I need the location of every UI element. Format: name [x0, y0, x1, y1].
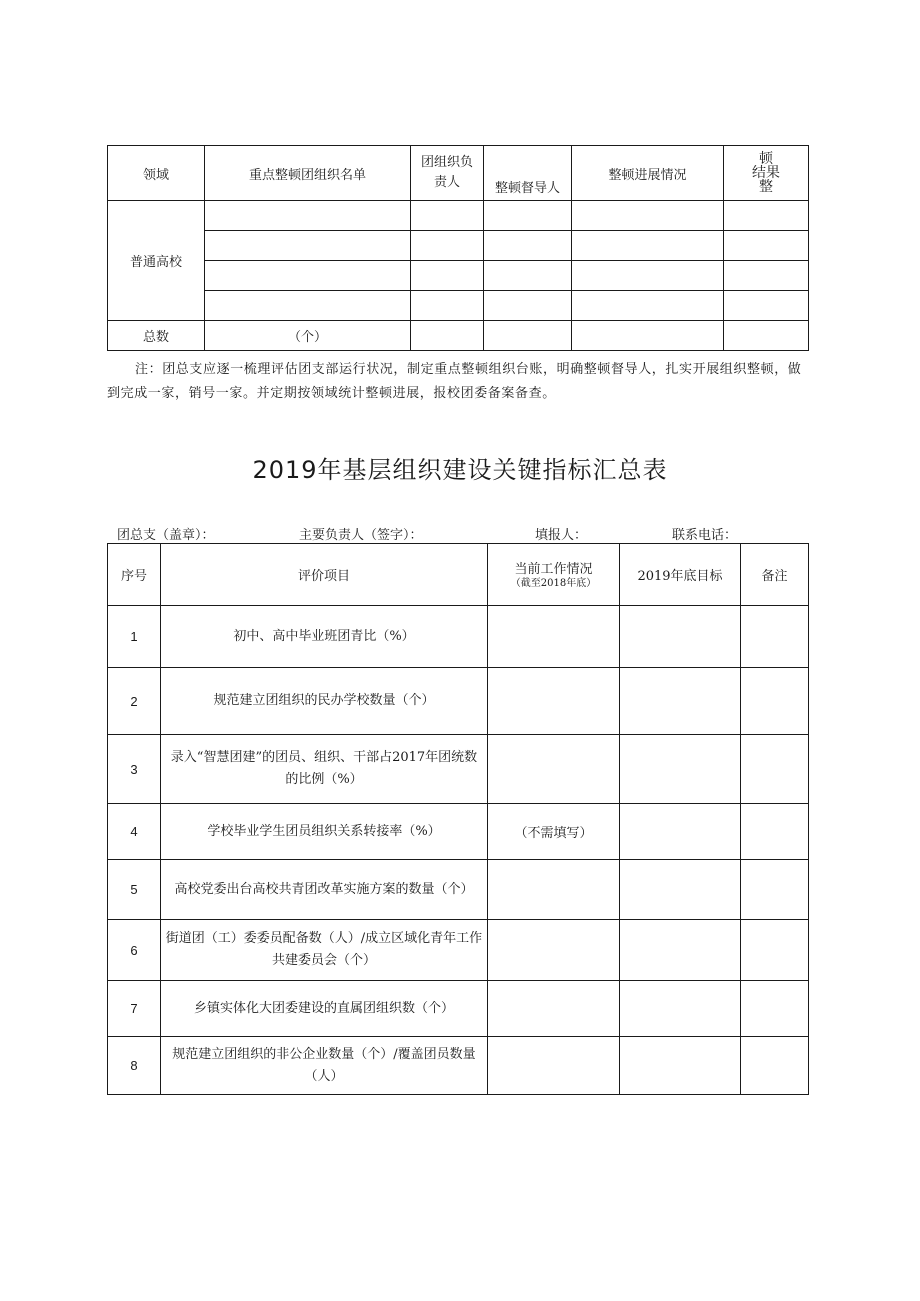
key-indicators-table — [107, 543, 809, 1095]
total-label: 总数 — [108, 321, 205, 351]
empty-cell[interactable] — [572, 201, 724, 231]
empty-cell[interactable] — [572, 231, 724, 261]
row-remark[interactable] — [741, 735, 809, 804]
table2-header-row — [108, 544, 809, 606]
empty-cell[interactable] — [411, 261, 484, 291]
row-item: 规范建立团组织的非公企业数量（个）/覆盖团员数量（人） — [161, 1037, 488, 1095]
table-row — [108, 231, 809, 261]
row-target[interactable] — [620, 606, 741, 668]
row-seq: 1 — [108, 606, 161, 668]
empty-cell[interactable] — [724, 231, 809, 261]
row-remark[interactable] — [741, 606, 809, 668]
empty-cell[interactable] — [205, 231, 411, 261]
page-title: 2019年基层组织建设关键指标汇总表 — [252, 456, 668, 484]
empty-cell[interactable] — [724, 261, 809, 291]
empty-cell[interactable] — [572, 321, 724, 351]
empty-cell[interactable] — [484, 201, 572, 231]
empty-cell[interactable] — [724, 291, 809, 321]
row-remark[interactable] — [741, 981, 809, 1037]
table-row — [108, 981, 809, 1037]
empty-cell[interactable] — [411, 231, 484, 261]
header-supervisor: 整顿督导人 — [484, 146, 572, 201]
empty-cell[interactable] — [572, 291, 724, 321]
empty-cell[interactable] — [724, 201, 809, 231]
empty-cell[interactable] — [724, 321, 809, 351]
table-row — [108, 261, 809, 291]
note-paragraph: 注：团总支应逐一梳理评估团支部运行状况，制定重点整顿组织台账，明确整顿督导人，扎实开展组织整顿，做到完成一家，销号一家。并定期按领域统计整顿进展，报校团委备案备查。 — [107, 362, 802, 401]
row-current[interactable] — [488, 735, 620, 804]
table-row — [108, 860, 809, 920]
header-result: 顿 结果 整 — [724, 146, 809, 201]
header-current: 当前工作情况 （截至2018年底） — [488, 544, 620, 606]
branch-stamp-label: 团总支（盖章）： — [117, 528, 215, 543]
total-unit: （个） — [205, 321, 411, 351]
row-item: 乡镇实体化大团委建设的直属团组织数（个） — [161, 981, 488, 1037]
row-item: 录入“智慧团建”的团员、组织、干部占2017年团统数的比例（%） — [161, 735, 488, 804]
header-org-leader: 团组织负责人 — [411, 146, 484, 201]
row-item: 高校党委出台高校共青团改革实施方案的数量（个） — [161, 860, 488, 920]
rectification-table — [107, 145, 809, 351]
row-seq: 7 — [108, 981, 161, 1037]
row-remark[interactable] — [741, 1037, 809, 1095]
empty-cell[interactable] — [411, 321, 484, 351]
row-seq: 5 — [108, 860, 161, 920]
row-target[interactable] — [620, 804, 741, 860]
row-remark[interactable] — [741, 920, 809, 981]
table1-header-row — [108, 146, 809, 201]
row-seq: 8 — [108, 1037, 161, 1095]
table-row — [108, 1037, 809, 1095]
row-target[interactable] — [620, 668, 741, 735]
row-seq: 4 — [108, 804, 161, 860]
row-current[interactable] — [488, 606, 620, 668]
row-current[interactable] — [488, 981, 620, 1037]
empty-cell[interactable] — [205, 291, 411, 321]
row-current: （不需填写） — [488, 804, 620, 860]
table-row — [108, 735, 809, 804]
row-remark[interactable] — [741, 668, 809, 735]
empty-cell[interactable] — [484, 231, 572, 261]
row-seq: 6 — [108, 920, 161, 981]
header-target: 2019年底目标 — [620, 544, 741, 606]
row-item: 街道团（工）委委员配备数（人）/成立区域化青年工作共建委员会（个） — [161, 920, 488, 981]
row-target[interactable] — [620, 735, 741, 804]
table-row — [108, 291, 809, 321]
leader-signature-label: 主要负责人（签字）： — [299, 528, 423, 543]
row-seq: 3 — [108, 735, 161, 804]
row-remark[interactable] — [741, 860, 809, 920]
row-item: 初中、高中毕业班团青比（%） — [161, 606, 488, 668]
empty-cell[interactable] — [484, 321, 572, 351]
header-remark: 备注 — [741, 544, 809, 606]
table-row — [108, 920, 809, 981]
row-target[interactable] — [620, 860, 741, 920]
row-target[interactable] — [620, 981, 741, 1037]
header-domain: 领域 — [108, 146, 205, 201]
empty-cell[interactable] — [484, 291, 572, 321]
empty-cell[interactable] — [205, 261, 411, 291]
row-remark[interactable] — [741, 804, 809, 860]
table-row — [108, 668, 809, 735]
row-current[interactable] — [488, 1037, 620, 1095]
phone-label: 联系电话： — [672, 528, 738, 543]
table-row — [108, 606, 809, 668]
row-current[interactable] — [488, 860, 620, 920]
empty-cell[interactable] — [411, 291, 484, 321]
empty-cell[interactable] — [411, 201, 484, 231]
empty-cell[interactable] — [205, 201, 411, 231]
row-label-universities: 普通高校 — [108, 201, 205, 321]
row-current[interactable] — [488, 920, 620, 981]
row-item: 学校毕业学生团员组织关系转接率（%） — [161, 804, 488, 860]
empty-cell[interactable] — [572, 261, 724, 291]
table-row — [108, 201, 809, 231]
row-current[interactable] — [488, 668, 620, 735]
header-seq: 序号 — [108, 544, 161, 606]
total-row — [108, 321, 809, 351]
empty-cell[interactable] — [484, 261, 572, 291]
table-row — [108, 804, 809, 860]
header-org-list: 重点整顿团组织名单 — [205, 146, 411, 201]
row-item: 规范建立团组织的民办学校数量（个） — [161, 668, 488, 735]
row-target[interactable] — [620, 1037, 741, 1095]
row-target[interactable] — [620, 920, 741, 981]
filler-label: 填报人： — [535, 528, 588, 543]
header-item: 评价项目 — [161, 544, 488, 606]
header-progress: 整顿进展情况 — [572, 146, 724, 201]
row-seq: 2 — [108, 668, 161, 735]
